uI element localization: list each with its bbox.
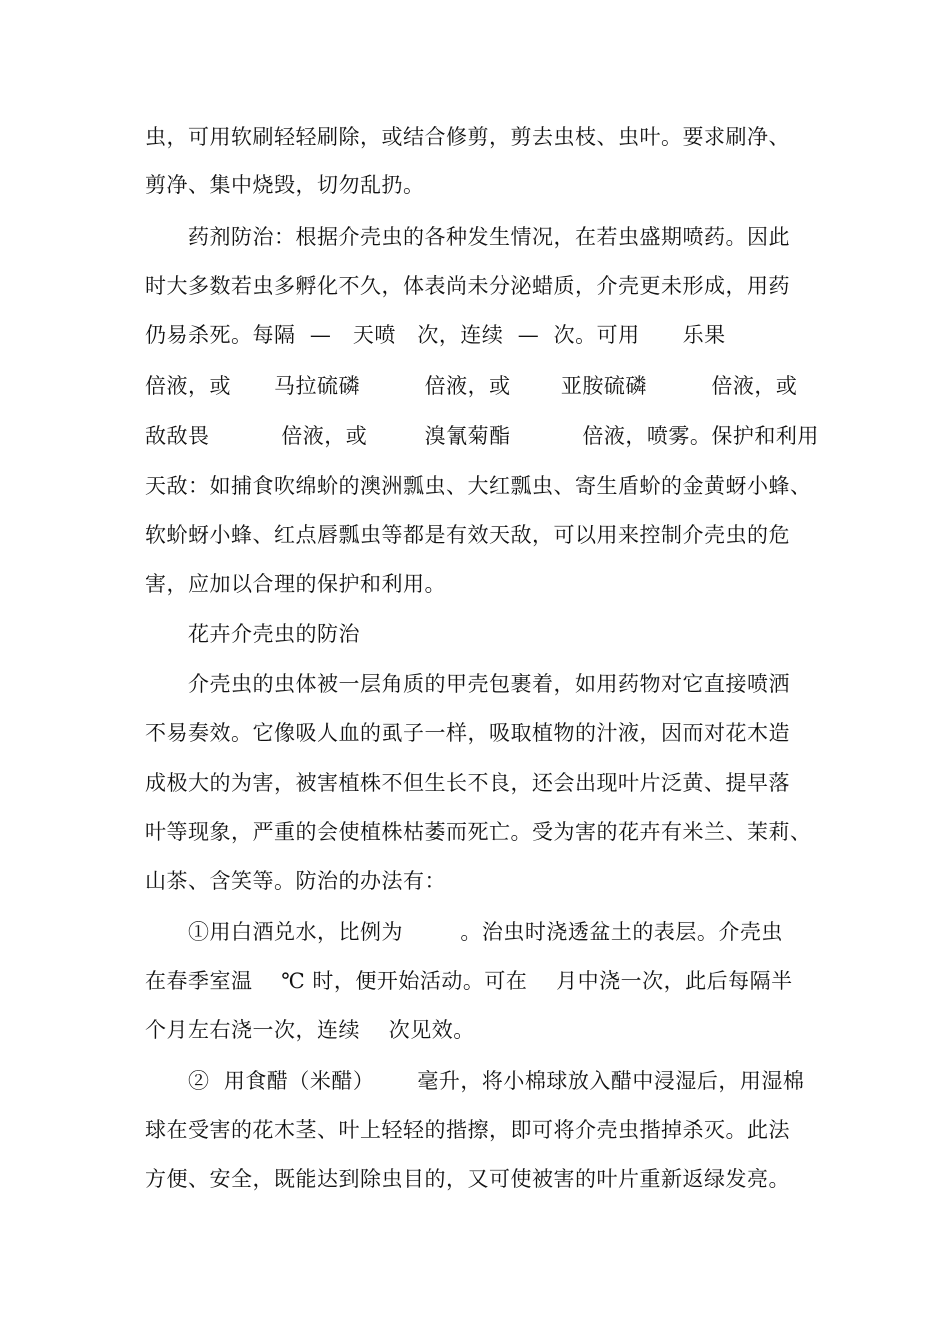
paragraph-start-line: ② 用食醋（米醋） 毫升，将小棉球放入醋中浸湿后，用湿棉 [188, 1069, 805, 1093]
paragraph-start-line: ①用白酒兑水，比例为 。治虫时浇透盆土的表层。介壳虫 [188, 920, 783, 944]
text-line: 害，应加以合理的保护和利用。 [145, 572, 446, 596]
text-line: 成极大的为害，被害植株不但生长不良，还会出现叶片泛黄、提早落 [145, 771, 790, 795]
text-line: 天敌：如捕食吹绵蚧的澳洲瓢虫、大红瓢虫、寄生盾蚧的金黄蚜小蜂、 [145, 474, 812, 498]
text-line: 个月左右浇一次，连续 次见效。 [145, 1018, 475, 1042]
text-line: 山茶、含笑等。防治的办法有： [145, 869, 446, 893]
text-line: 不易奏效。它像吸人血的虱子一样，吸取植物的汁液，因而对花木造 [145, 721, 790, 745]
text-line: 叶等现象，严重的会使植株枯萎而死亡。受为害的花卉有米兰、茉莉、 [145, 820, 812, 844]
text-line: 球在受害的花木茎、叶上轻轻的揩擦，即可将介壳虫揩掉杀灭。此法 [145, 1118, 790, 1142]
text-line: 软蚧蚜小蜂、红点唇瓢虫等都是有效天敌，可以用来控制介壳虫的危 [145, 523, 790, 547]
text-line: 剪净、集中烧毁，切勿乱扔。 [145, 173, 425, 197]
text-line: 倍液，或 马拉硫磷 倍液，或 亚胺硫磷 倍液，或 [145, 374, 798, 398]
text-line: 仍易杀死。每隔 — 天喷 次，连续 — 次。可用 乐果 [145, 323, 726, 347]
text-line: 虫，可用软刷轻轻刷除，或结合修剪，剪去虫枝、虫叶。要求刷净、 [145, 125, 790, 149]
paragraph-start-line: 药剂防治：根据介壳虫的各种发生情况，在若虫盛期喷药。因此 [188, 225, 790, 249]
text-line: 方便、安全，既能达到除虫目的，又可使被害的叶片重新返绿发亮。 [145, 1167, 790, 1191]
paragraph-start-line: 介壳虫的虫体被一层角质的甲壳包裹着，如用药物对它直接喷洒 [188, 672, 790, 696]
text-line: 时大多数若虫多孵化不久，体表尚未分泌蜡质，介壳更未形成，用药 [145, 274, 790, 298]
section-heading: 花卉介壳虫的防治 [188, 622, 360, 646]
text-line: 在春季室温 ℃ 时，便开始活动。可在 月中浇一次，此后每隔半 [145, 969, 793, 993]
text-line: 敌敌畏 倍液，或 溴氰菊酯 倍液，喷雾。保护和利用 [145, 424, 819, 448]
